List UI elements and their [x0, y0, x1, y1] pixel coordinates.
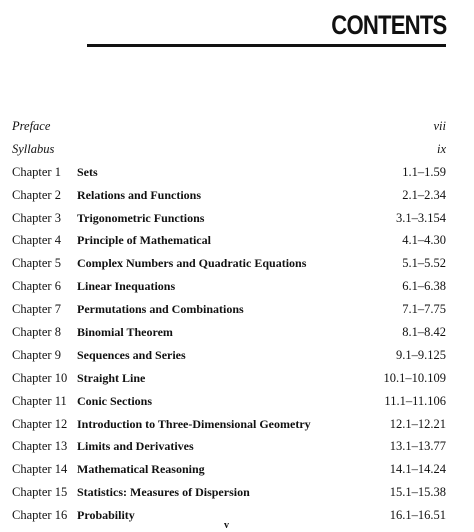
toc-row-chapter-6[interactable] [12, 275, 446, 298]
chapter-number: Chapter 4 [12, 233, 61, 248]
toc-row-syllabus[interactable] [12, 138, 446, 161]
chapter-title: Sequences and Series [77, 347, 186, 362]
chapter-title: Straight Line [77, 370, 146, 385]
toc-row-chapter-12[interactable] [12, 413, 446, 436]
chapter-title: Relations and Functions [77, 187, 202, 202]
toc-row-chapter-7[interactable] [12, 298, 446, 321]
chapter-pages: 1.1–1.59 [402, 164, 446, 179]
chapter-number: Chapter 7 [12, 302, 61, 317]
toc-row-chapter-3[interactable] [12, 207, 446, 230]
chapter-title: Introduction to Three-Dimensional Geometry [77, 416, 311, 431]
chapter-pages: 9.1–9.125 [396, 347, 446, 362]
toc-row-chapter-10[interactable] [12, 367, 446, 390]
toc-row-chapter-8[interactable] [12, 321, 446, 344]
chapter-title: Binomial Theorem [77, 325, 173, 340]
toc-row-chapter-9[interactable] [12, 344, 446, 367]
toc-label: Preface [12, 119, 51, 133]
chapter-pages: 12.1–12.21 [389, 416, 446, 431]
toc-page: ix [436, 141, 446, 156]
chapter-pages: 4.1–4.30 [402, 233, 446, 248]
chapter-title: Permutations and Combinations [77, 302, 244, 317]
toc-row-chapter-11[interactable] [12, 390, 446, 413]
table-of-contents [12, 115, 446, 527]
toc-row-chapter-5[interactable] [12, 252, 446, 275]
chapter-title: Statistics: Measures of Dispersion [77, 485, 250, 500]
chapter-title: Mathematical Reasoning [77, 462, 205, 477]
chapter-pages: 10.1–10.109 [383, 370, 446, 385]
toc-row-chapter-1[interactable] [12, 161, 446, 184]
page-title: CONTENTS [330, 10, 446, 40]
chapter-title: Sets [77, 164, 98, 179]
toc-row-chapter-16[interactable] [12, 504, 446, 527]
chapter-title: Trigonometric Functions [77, 210, 205, 225]
toc-row-preface[interactable] [12, 115, 446, 138]
chapter-pages: 11.1–11.106 [384, 393, 446, 408]
chapter-pages: 15.1–15.38 [389, 485, 446, 500]
chapter-number: Chapter 8 [12, 325, 61, 340]
chapter-number: Chapter 16 [12, 508, 68, 523]
toc-page: vii [433, 119, 446, 133]
title-underline [87, 44, 446, 47]
chapter-pages: 16.1–16.51 [389, 508, 446, 523]
chapter-number: Chapter 6 [12, 279, 61, 294]
chapter-pages: 13.1–13.77 [389, 439, 446, 454]
toc-row-chapter-14[interactable] [12, 458, 446, 481]
toc-row-chapter-4[interactable] [12, 229, 446, 252]
chapter-number: Chapter 2 [12, 187, 61, 202]
toc-row-chapter-15[interactable] [12, 481, 446, 504]
chapter-number: Chapter 13 [12, 439, 68, 454]
chapter-title: Conic Sections [77, 393, 152, 408]
chapter-number: Chapter 9 [12, 347, 61, 362]
chapter-number: Chapter 3 [12, 210, 61, 225]
chapter-title: Complex Numbers and Quadratic Equations [77, 256, 307, 271]
chapter-pages: 7.1–7.75 [402, 302, 446, 317]
chapter-number: Chapter 1 [12, 164, 61, 179]
chapter-number: Chapter 12 [12, 416, 68, 431]
chapter-number: Chapter 10 [12, 370, 68, 385]
chapter-pages: 5.1–5.52 [402, 256, 446, 271]
chapter-pages: 8.1–8.42 [402, 325, 446, 340]
chapter-number: Chapter 15 [12, 485, 68, 500]
chapter-pages: 6.1–6.38 [402, 279, 446, 294]
chapter-pages: 2.1–2.34 [402, 187, 446, 202]
chapter-pages: 3.1–3.154 [396, 210, 446, 225]
toc-row-chapter-2[interactable] [12, 184, 446, 207]
page-number-footer: v [224, 520, 229, 531]
chapter-pages: 14.1–14.24 [389, 462, 446, 477]
chapter-title: Probability [77, 508, 135, 523]
chapter-title: Principle of Mathematical [77, 233, 211, 248]
chapter-number: Chapter 14 [12, 462, 68, 477]
toc-label: Syllabus [12, 141, 55, 156]
chapter-title: Linear Inequations [77, 279, 176, 294]
chapter-number: Chapter 5 [12, 256, 61, 271]
chapter-title: Limits and Derivatives [77, 439, 194, 454]
chapter-number: Chapter 11 [12, 393, 67, 408]
toc-row-chapter-13[interactable] [12, 435, 446, 458]
